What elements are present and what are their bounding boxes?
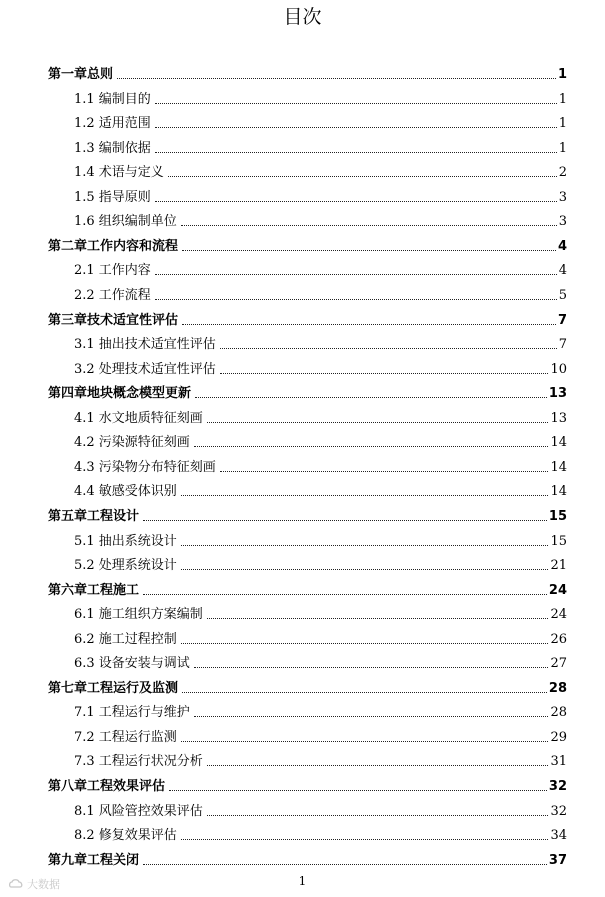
toc-dot-leader [207,815,549,816]
watermark-logo-icon [8,878,24,890]
toc-entry-page: 28 [550,705,567,721]
toc-dot-leader [207,422,549,423]
toc-entry-page: 24 [550,607,567,623]
toc-entry-page: 32 [550,803,567,819]
toc-dot-leader [143,864,547,865]
toc-entry-label: 5.1 抽出系统设计 [74,533,177,549]
toc-entry-label: 7.3 工程运行状况分析 [74,754,203,770]
toc-section-entry[interactable] [74,652,567,672]
toc-dot-leader [143,520,547,521]
toc-entry-page: 26 [550,631,567,647]
toc-entry-label: 3.1 抽出技术适宜性评估 [74,337,216,353]
toc-entry-page: 13 [548,386,567,402]
toc-entry-page: 15 [550,533,567,549]
toc-dot-leader [169,790,547,791]
toc-section-entry[interactable] [74,554,567,574]
toc-entry-page: 5 [558,288,567,303]
toc-section-entry[interactable] [74,800,567,820]
toc-section-entry[interactable] [74,480,567,500]
toc-entry-page: 10 [550,361,567,377]
toc-chapter-entry[interactable] [48,849,567,869]
toc-dot-leader [181,545,549,546]
toc-dot-leader [155,299,557,300]
toc-section-entry[interactable] [74,210,567,230]
toc-dot-leader [168,176,557,177]
toc-entry-page: 7 [558,337,567,353]
toc-entry-page: 32 [548,779,567,794]
toc-entry-label: 1.2 适用范围 [74,116,151,132]
toc-entry-label: 1.6 组织编制单位 [74,214,177,230]
toc-entry-page: 3 [558,214,567,230]
toc-entry-page: 3 [558,189,567,205]
toc-section-entry[interactable] [74,137,567,157]
toc-entry-page: 27 [550,656,567,672]
toc-entry-label: 第二章工作内容和流程 [48,238,179,254]
toc-dot-leader [182,324,556,325]
toc-dot-leader [155,152,557,153]
toc-entry-label: 1.5 指导原则 [74,189,151,205]
toc-section-entry[interactable] [74,112,567,132]
toc-entry-page: 34 [550,828,567,844]
toc-section-entry[interactable] [74,824,567,844]
toc-entry-label: 7.1 工程运行与维护 [74,705,190,721]
toc-entry-label: 4.2 污染源特征刻画 [74,435,190,451]
toc-entry-page: 31 [550,754,567,770]
toc-dot-leader [194,716,549,717]
toc-entry-label: 1.3 编制依据 [74,140,151,156]
toc-entry-label: 2.2 工作流程 [74,288,151,303]
toc-dot-leader [220,471,549,472]
toc-section-entry[interactable] [74,530,567,550]
toc-dot-leader [220,373,549,374]
toc-entry-page: 14 [550,435,567,451]
toc-dot-leader [182,250,556,251]
toc-entry-label: 8.2 修复效果评估 [74,828,177,844]
toc-entry-label: 第八章工程效果评估 [48,779,166,794]
toc-section-entry[interactable] [74,701,567,721]
toc-entry-label: 1.1 编制目的 [74,91,151,107]
toc-entry-label: 4.3 污染物分布特征刻画 [74,459,216,475]
toc-chapter-entry[interactable] [48,63,567,83]
toc-dot-leader [181,569,549,570]
toc-entry-page: 21 [550,558,567,573]
toc-dot-leader [207,618,549,619]
toc-dot-leader [181,225,557,226]
toc-section-entry[interactable] [74,259,567,279]
toc-entry-page: 28 [548,680,567,696]
toc-dot-leader [155,103,557,104]
toc-section-entry[interactable] [74,456,567,476]
toc-dot-leader [155,127,557,128]
toc-dot-leader [143,594,547,595]
toc-entry-page: 4 [558,263,567,279]
toc-dot-leader [181,495,549,496]
toc-section-entry[interactable] [74,628,567,648]
toc-section-entry[interactable] [74,161,567,181]
toc-entry-page: 2 [558,165,567,181]
toc-entry-page: 14 [550,459,567,475]
toc-section-entry[interactable] [74,750,567,770]
toc-entry-page: 29 [550,729,567,745]
toc-entry-label: 4.1 水文地质特征刻画 [74,410,203,426]
toc-chapter-entry[interactable] [48,235,567,255]
toc-chapter-entry[interactable] [48,775,567,795]
toc-dot-leader [181,643,549,644]
toc-section-entry[interactable] [74,431,567,451]
toc-entry-page: 37 [548,852,567,868]
toc-dot-leader [181,839,549,840]
toc-section-entry[interactable] [74,88,567,108]
toc-entry-label: 3.2 处理技术适宜性评估 [74,361,216,377]
toc-dot-leader [181,741,549,742]
toc-entry-page: 1 [558,140,567,156]
toc-entry-label: 2.1 工作内容 [74,263,151,279]
toc-entry-label: 第六章工程施工 [48,582,140,598]
toc-dot-leader [155,201,557,202]
toc-section-entry[interactable] [74,284,567,304]
toc-section-entry[interactable] [74,333,567,353]
toc-section-entry[interactable] [74,358,567,378]
toc-entry-label: 1.4 术语与定义 [74,165,164,181]
toc-dot-leader [155,274,557,275]
toc-entry-label: 4.4 敏感受体识别 [74,484,177,500]
toc-entry-label: 6.2 施工过程控制 [74,631,177,647]
toc-entry-page: 13 [550,410,567,426]
toc-chapter-entry[interactable] [48,579,567,599]
toc-entry-label: 第三章技术适宜性评估 [48,312,179,328]
toc-entry-page: 14 [550,484,567,500]
toc-section-entry[interactable] [74,186,567,206]
footer-page-number: 1 [298,874,307,888]
toc-dot-leader [194,446,549,447]
toc-entry-label: 第七章工程运行及监测 [48,680,179,696]
toc-dot-leader [182,692,547,693]
toc-entry-label: 第一章总则 [48,67,114,82]
toc-entry-page: 4 [557,238,567,254]
toc-chapter-entry[interactable] [48,309,567,329]
toc-entry-page: 24 [548,582,567,598]
toc-dot-leader [207,765,549,766]
toc-dot-leader [220,348,557,349]
toc-entry-label: 第四章地块概念模型更新 [48,386,192,402]
toc-entry-label: 6.1 施工组织方案编制 [74,607,203,623]
toc-entry-label: 5.2 处理系统设计 [74,558,177,573]
toc-chapter-entry[interactable] [48,505,567,525]
page-title: 目次 [283,6,322,28]
toc-entry-label: 第九章工程关闭 [48,852,140,868]
toc-dot-leader [195,397,547,398]
toc-entry-page: 1 [558,91,567,107]
toc-entry-label: 6.3 设备安装与调试 [74,656,190,672]
watermark-text: 大数据 [27,878,60,891]
toc-chapter-entry[interactable] [48,677,567,697]
toc-entry-page: 1 [557,67,567,82]
toc-entry-page: 1 [558,116,567,132]
toc-entry-page: 15 [548,508,567,524]
toc-entry-label: 第五章工程设计 [48,508,140,524]
toc-entry-label: 8.1 风险管控效果评估 [74,803,203,819]
toc-dot-leader [194,667,549,668]
toc-section-entry[interactable] [74,603,567,623]
toc-dot-leader [117,78,556,79]
toc-chapter-entry[interactable] [48,382,567,402]
toc-entry-label: 7.2 工程运行监测 [74,729,177,745]
toc-entry-page: 7 [557,312,567,328]
toc-section-entry[interactable] [74,407,567,427]
watermark [8,876,60,892]
toc-section-entry[interactable] [74,726,567,746]
